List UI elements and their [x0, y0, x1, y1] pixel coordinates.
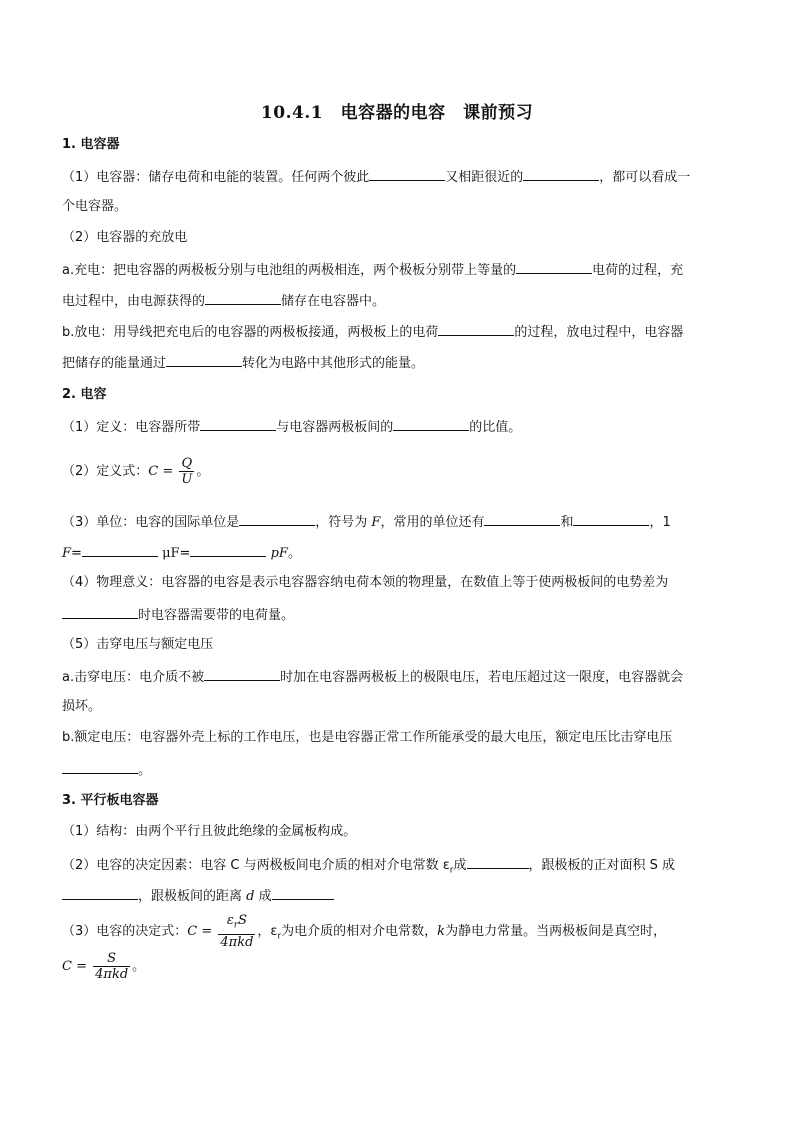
text: （3）单位：电容的国际单位是 — [62, 515, 240, 530]
answer-blank[interactable] — [62, 760, 138, 774]
text: ，跟极板的正对面积 S 成 — [528, 858, 676, 873]
text: 转化为电路中其他形式的能量。 — [242, 356, 425, 371]
formula-symbol: C — [148, 464, 159, 479]
s1-discharge-line2 — [62, 353, 424, 373]
text: 时加在电容器两极板上的极限电压，若电压超过这一限度，电容器就会 — [280, 670, 684, 685]
text: （1）定义：电容器所带 — [62, 420, 201, 435]
fraction-numerator: S — [93, 951, 130, 967]
s2-unit-line1 — [62, 512, 671, 532]
subscript: r — [233, 920, 239, 931]
text: 。 — [138, 763, 152, 778]
text: 的过程，放电过程中，电容器 — [514, 325, 684, 340]
text: 为静电力常量。当两极板间是真空时， — [445, 923, 667, 939]
s2-item5: （5）击穿电压与额定电压 — [62, 637, 214, 652]
epsilon-symbol: ε — [226, 913, 234, 928]
text: a.击穿电压：电介质不被 — [62, 670, 205, 685]
answer-blank[interactable] — [393, 417, 469, 431]
formula-fraction — [179, 456, 194, 487]
answer-blank[interactable] — [62, 886, 138, 900]
text: a.充电：把电容器的两极板分别与电池组的两极相连，两个极板分别带上等量的 — [62, 263, 517, 278]
fraction-denominator: U — [181, 472, 193, 487]
s1-charge-line1 — [62, 260, 683, 280]
answer-blank[interactable] — [272, 886, 334, 900]
variable-k: k — [437, 923, 446, 939]
text: = — [71, 546, 82, 561]
answer-blank[interactable] — [82, 543, 158, 557]
s2-meaning-line2 — [62, 605, 294, 625]
formula-symbol: C — [62, 959, 72, 974]
s2-unit-line2 — [62, 543, 301, 563]
text: （2）定义式： — [62, 464, 149, 479]
answer-blank[interactable] — [62, 605, 138, 619]
unit-symbol: F — [62, 546, 72, 561]
s2-rated-line1: b.额定电压：电容器外壳上标的工作电压，也是电容器正常工作所能承受的最大电压，额定电压比击穿电压 — [62, 730, 673, 745]
s1-charge-line2 — [62, 291, 385, 311]
section-1-heading: 1. 电容器 — [62, 137, 120, 152]
answer-blank[interactable] — [205, 291, 281, 305]
variable-d: d — [242, 889, 259, 904]
answer-blank[interactable] — [190, 543, 266, 557]
text: 储存在电容器中。 — [281, 294, 386, 309]
formula-fraction — [93, 951, 130, 982]
text: 又相距很近的 — [445, 170, 524, 185]
subscript: r — [449, 865, 454, 876]
text: 。 — [196, 464, 210, 479]
text: = — [179, 546, 191, 561]
answer-blank[interactable] — [523, 167, 599, 181]
formula-equals: = — [71, 959, 92, 974]
s2-breakdown-line1 — [62, 667, 683, 687]
text: 。 — [287, 546, 301, 561]
text: ，1 — [649, 515, 671, 530]
s2-breakdown-line2: 损坏。 — [62, 699, 102, 714]
text: 的比值。 — [469, 420, 522, 435]
s3-structure: （1）结构：由两个平行且彼此绝缘的金属板构成。 — [62, 824, 357, 839]
formula-symbol: C — [187, 923, 198, 939]
answer-blank[interactable] — [467, 855, 529, 869]
page-title: 10.4.1 电容器的电容 课前预习 — [260, 103, 534, 123]
text: ，常用的单位还有 — [380, 515, 485, 530]
formula-fraction — [218, 913, 255, 950]
s3-factors-line2 — [62, 886, 334, 906]
formula-equals: = — [158, 464, 178, 479]
s1-item1-line1 — [62, 167, 690, 187]
text: 电过程中，由电源获得的 — [62, 294, 206, 309]
s1-discharge-line1 — [62, 322, 683, 342]
answer-blank[interactable] — [204, 667, 280, 681]
text: 。 — [132, 959, 146, 974]
text: 和 — [560, 515, 574, 530]
formula-equals: = — [197, 923, 217, 939]
text: 时电容器需要带的电荷量。 — [138, 608, 295, 623]
answer-blank[interactable] — [200, 417, 276, 431]
text: ，符号为 — [315, 515, 368, 530]
answer-blank[interactable] — [484, 512, 560, 526]
answer-blank[interactable] — [438, 322, 514, 336]
section-2-heading: 2. 电容 — [62, 387, 107, 402]
fraction-numerator: Q — [179, 456, 194, 472]
variable-s: S — [238, 913, 248, 928]
s2-meaning-line1: （4）物理意义：电容器的电容是表示电容器容纳电荷本领的物理量，在数值上等于使两极板间的电势差为 — [62, 575, 669, 590]
s2-rated-line2 — [62, 760, 151, 780]
section-3-heading: 3. 平行板电容器 — [62, 793, 159, 808]
s1-item2: （2）电容器的充放电 — [62, 230, 188, 245]
text: b.放电：用导线把充电后的电容器的两极板接通，两极板上的电荷 — [62, 325, 439, 340]
text: 成 — [453, 858, 467, 873]
s3-formula-line — [62, 913, 666, 953]
subscript: r — [277, 931, 282, 942]
text: （2）电容的决定因素：电容 C 与两极板间电介质的相对介电常数 ε — [62, 858, 450, 873]
s2-definition — [62, 417, 521, 437]
s3-factors-line1 — [62, 855, 675, 880]
text: 把储存的能量通过 — [62, 356, 167, 371]
unit-symbol: μF — [157, 546, 180, 561]
answer-blank[interactable] — [166, 353, 242, 367]
text: （3）电容的决定式： — [62, 923, 188, 939]
s3-vacuum-formula — [62, 950, 145, 984]
s2-formula-line — [62, 455, 209, 489]
text: 为电介质的相对介电常数， — [281, 923, 438, 939]
text: ，ε — [257, 923, 278, 939]
text: 成 — [258, 889, 272, 904]
text: （1）电容器：储存电荷和电能的装置。任何两个彼此 — [62, 170, 370, 185]
text: 电荷的过程，充 — [592, 263, 684, 278]
text: 与电容器两极板间的 — [276, 420, 394, 435]
fraction-denominator: 4πkd — [220, 934, 254, 950]
unit-symbol: pF — [266, 546, 288, 561]
answer-blank[interactable] — [573, 512, 649, 526]
s1-item1-line2: 个电容器。 — [62, 199, 128, 214]
answer-blank[interactable] — [239, 512, 315, 526]
fraction-denominator: 4πkd — [95, 967, 129, 982]
text: ，都可以看成一 — [599, 170, 691, 185]
unit-symbol: F — [367, 515, 381, 530]
answer-blank[interactable] — [516, 260, 592, 274]
fraction-numerator — [218, 913, 255, 935]
answer-blank[interactable] — [369, 167, 445, 181]
text: ，跟极板间的距离 — [138, 889, 243, 904]
